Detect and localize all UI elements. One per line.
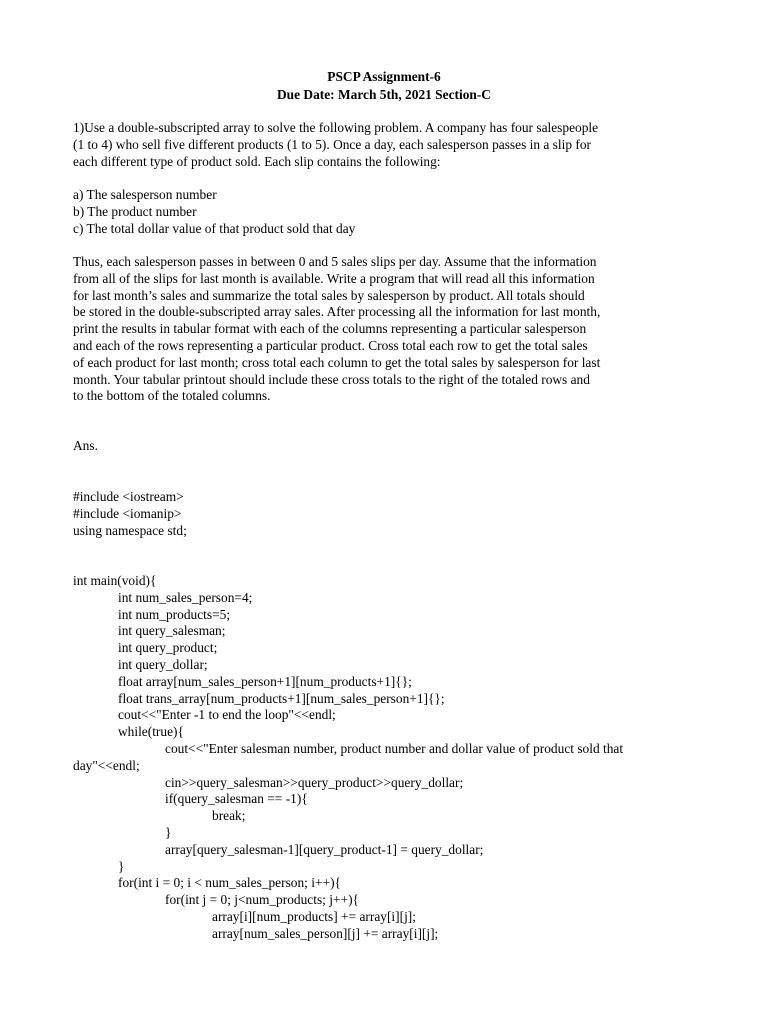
- code-line: array[query_salesman-1][query_product-1] = query_dollar;: [165, 841, 484, 857]
- code-line: day"<<endl;: [73, 757, 140, 773]
- answer-label: Ans.: [73, 438, 98, 453]
- code-line: break;: [212, 808, 246, 824]
- code-line: int query_salesman;: [118, 623, 226, 639]
- code-line: float array[num_sales_person+1][num_products+1]{};: [118, 673, 412, 689]
- text-line: print the results in tabular format with each of the columns representing a particular salesperson: [73, 321, 587, 337]
- text-line: each different type of product sold. Each slip contains the following:: [73, 153, 441, 169]
- code-line: }: [165, 824, 172, 840]
- list-item: c) The total dollar value of that product sold that day: [73, 220, 356, 236]
- code-line: array[num_sales_person][j] += array[i][j];: [212, 925, 439, 941]
- code-line: while(true){: [118, 724, 184, 740]
- code-line: int query_dollar;: [118, 656, 208, 672]
- code-line: cout<<"Enter -1 to end the loop"<<endl;: [118, 707, 336, 723]
- code-line: }: [118, 858, 125, 874]
- code-line: cout<<"Enter salesman number, product number and dollar value of product sold that: [165, 740, 624, 756]
- code-line: using namespace std;: [73, 522, 187, 538]
- code-line: array[i][num_products] += array[i][j];: [212, 908, 416, 924]
- code-line: int main(void){: [73, 573, 157, 588]
- question-body: [73, 254, 703, 405]
- code-line: int query_product;: [118, 640, 218, 656]
- code-line: for(int j = 0; j<num_products; j++){: [165, 892, 359, 908]
- code-line: #include <iostream>: [73, 489, 184, 504]
- text-line: for last month’s sales and summarize the total sales by salesperson by product. All totals should: [73, 287, 585, 303]
- code-main-function: [73, 573, 623, 943]
- code-line: int num_products=5;: [118, 606, 231, 622]
- text-line: to the bottom of the totaled columns.: [73, 388, 271, 404]
- code-line: for(int i = 0; i < num_sales_person; i++){: [118, 875, 341, 891]
- text-line: and each of the rows representing a particular product. Cross total each row to get the total sales: [73, 337, 588, 353]
- due-date: Due Date: March 5th, 2021 Section-C: [277, 87, 491, 102]
- question-intro: [73, 120, 703, 170]
- code-includes: [73, 489, 187, 539]
- list-item: b) The product number: [73, 203, 197, 219]
- text-line: from all of the slips for last month is available. Write a program that will read all this information: [73, 270, 595, 286]
- code-line: float trans_array[num_products+1][num_sales_person+1]{};: [118, 690, 445, 706]
- text-line: of each product for last month; cross total each column to get the total sales by salesperson for last: [73, 354, 601, 370]
- text-line: 1)Use a double-subscripted array to solve the following problem. A company has four salespeople: [73, 120, 599, 135]
- code-line: int num_sales_person=4;: [118, 589, 253, 605]
- title-block: [0, 68, 768, 104]
- text-line: (1 to 4) who sell five different products (1 to 5). Once a day, each salesperson passes in a slip for: [73, 136, 591, 152]
- list-item: a) The salesperson number: [73, 187, 217, 202]
- text-line: Thus, each salesperson passes in between 0 and 5 sales slips per day. Assume that the information: [73, 254, 597, 269]
- code-line: if(query_salesman == -1){: [165, 791, 308, 807]
- slip-contents-list: [73, 187, 703, 237]
- document-title: PSCP Assignment-6: [327, 69, 441, 84]
- text-line: be stored in the double-subscripted array sales. After processing all the information for last month,: [73, 304, 601, 320]
- code-line: cin>>query_salesman>>query_product>>query_dollar;: [165, 774, 464, 790]
- code-line: #include <iomanip>: [73, 505, 182, 521]
- text-line: month. Your tabular printout should include these cross totals to the right of the totaled rows and: [73, 371, 590, 387]
